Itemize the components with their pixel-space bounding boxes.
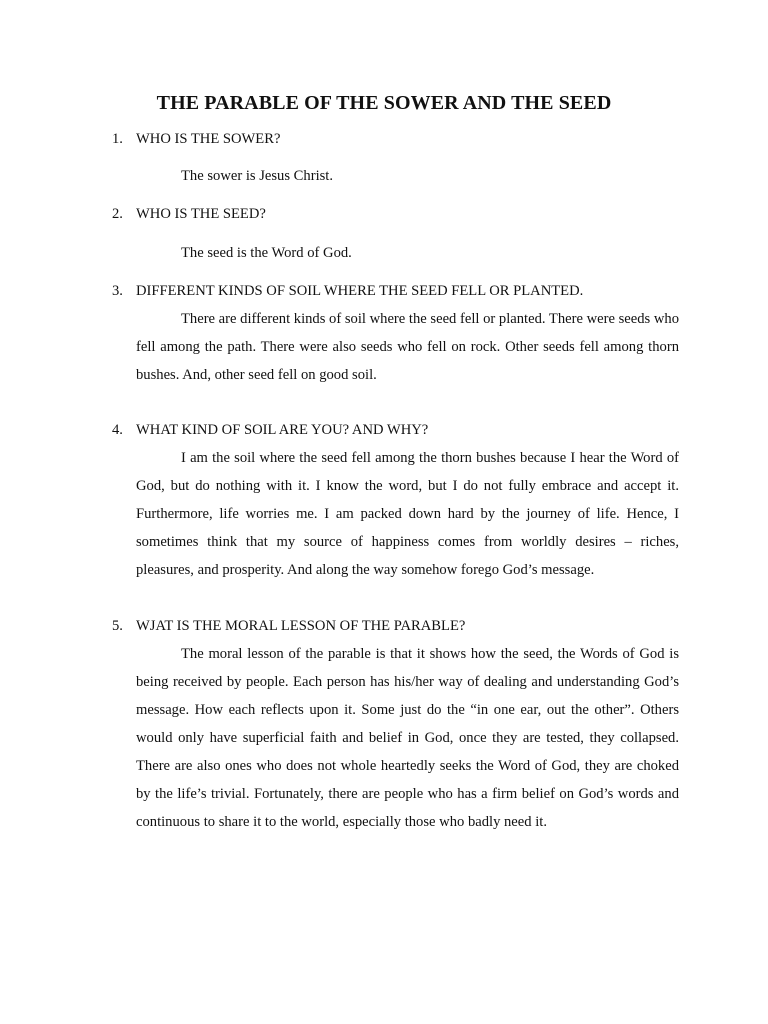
section-4-answer: I am the soil where the seed fell among the thorn bushes because I hear the Word of God, but do nothing with it. I know the word, but I do not fully embrace and accept it. Furthermore, life worries me. I am packed down hard by the journey of life. Hence, I sometimes think that my source of happiness comes from worldly desires – riches, pleasures, and prosperity. And along the way somehow forego God’s message. [136, 450, 679, 578]
section-2-question [112, 206, 266, 223]
section-1-number: 1. [112, 131, 123, 147]
section-3-number: 3. [112, 283, 123, 299]
section-2-number: 2. [112, 206, 123, 222]
section-4-number: 4. [112, 422, 123, 438]
section-3-question [112, 283, 583, 300]
section-5-answer: The moral lesson of the parable is that it shows how the seed, the Words of God is being received by people. Each person has his/her way of dealing and understanding God’s message. How each reflects upon it. Some just do the “in one ear, out the other”. Others would only have superficial faith and belief in God, once they are tested, they collapsed. There are also ones who does not whole heartedly seeks the Word of God, they are choked by the life’s trivial. Fortunately, there are people who has a firm belief on God’s words and continuous to share it to the world, especially those who badly need it. [136, 646, 679, 830]
section-5-question [112, 618, 465, 635]
section-4-question-text: WHAT KIND OF SOIL ARE YOU? AND WHY? [136, 422, 429, 438]
section-3-answer: There are different kinds of soil where the seed fell or planted. There were seeds who fell among the path. There were also seeds who fell on rock. Other seeds fell among thorn bushes. And, other seed fell on good soil. [136, 311, 679, 383]
section-1-question [112, 131, 280, 148]
section-2-answer: The seed is the Word of God. [181, 245, 352, 261]
section-5-question-text: WJAT IS THE MORAL LESSON OF THE PARABLE? [136, 618, 466, 634]
section-1-answer: The sower is Jesus Christ. [181, 168, 334, 184]
section-2-question-text: WHO IS THE SEED? [136, 206, 266, 222]
section-4-question [112, 422, 428, 439]
document-title: THE PARABLE OF THE SOWER AND THE SEED [156, 92, 612, 114]
section-1-question-text: WHO IS THE SOWER? [136, 131, 281, 147]
section-5-number: 5. [112, 618, 123, 634]
section-3-question-text: DIFFERENT KINDS OF SOIL WHERE THE SEED FELL OR PLANTED. [136, 283, 584, 299]
